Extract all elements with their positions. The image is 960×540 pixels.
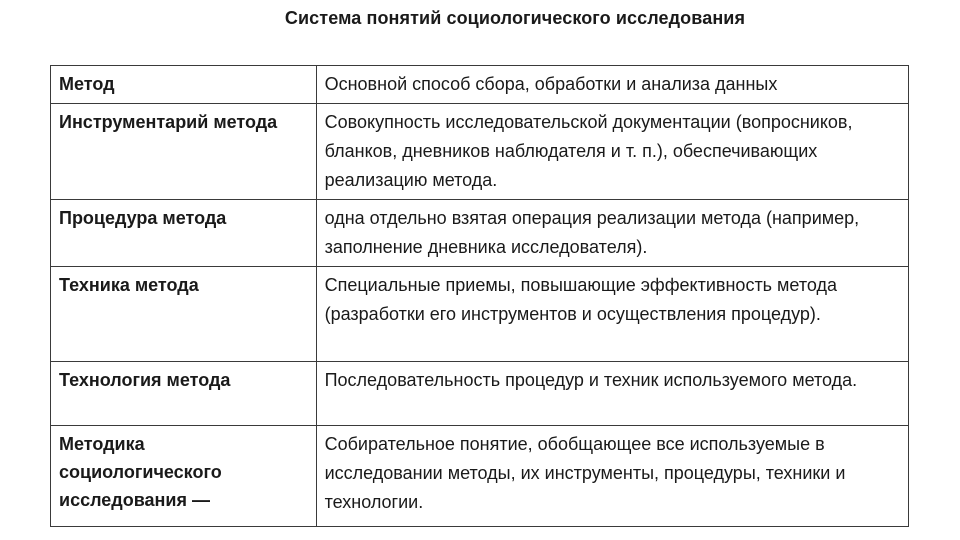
page-title: Система понятий социологического исследования bbox=[284, 8, 746, 28]
definition-cell: Специальные приемы, повышающие эффективность метода (разработки его инструментов и осуществления процедур). bbox=[316, 267, 908, 362]
concepts-table bbox=[50, 65, 909, 527]
table-row bbox=[51, 66, 909, 104]
term-cell: Процедура метода bbox=[51, 200, 317, 267]
term-cell: Методика социологического исследования — bbox=[51, 426, 317, 527]
definition-cell: Совокупность исследовательской документации (вопросников, бланков, дневников наблюдателя и т. п.), обеспечивающих реализацию метода. bbox=[316, 104, 908, 200]
table-row bbox=[51, 200, 909, 267]
definition-cell: Собирательное понятие, обобщающее все используемые в исследовании методы, их инструменты, процедуры, техники и технологии. bbox=[316, 426, 908, 527]
table-row bbox=[51, 426, 909, 527]
term-cell: Метод bbox=[51, 66, 317, 104]
definition-cell: Основной способ сбора, обработки и анализа данных bbox=[316, 66, 908, 104]
definition-cell: одна отдельно взятая операция реализации метода (например, заполнение дневника исследователя). bbox=[316, 200, 908, 267]
table-row bbox=[51, 362, 909, 426]
table-row bbox=[51, 267, 909, 362]
term-cell: Техника метода bbox=[51, 267, 317, 362]
table-row bbox=[51, 104, 909, 200]
term-cell: Инструментарий метода bbox=[51, 104, 317, 200]
term-cell: Технология метода bbox=[51, 362, 317, 426]
definition-cell: Последовательность процедур и техник используемого метода. bbox=[316, 362, 908, 426]
